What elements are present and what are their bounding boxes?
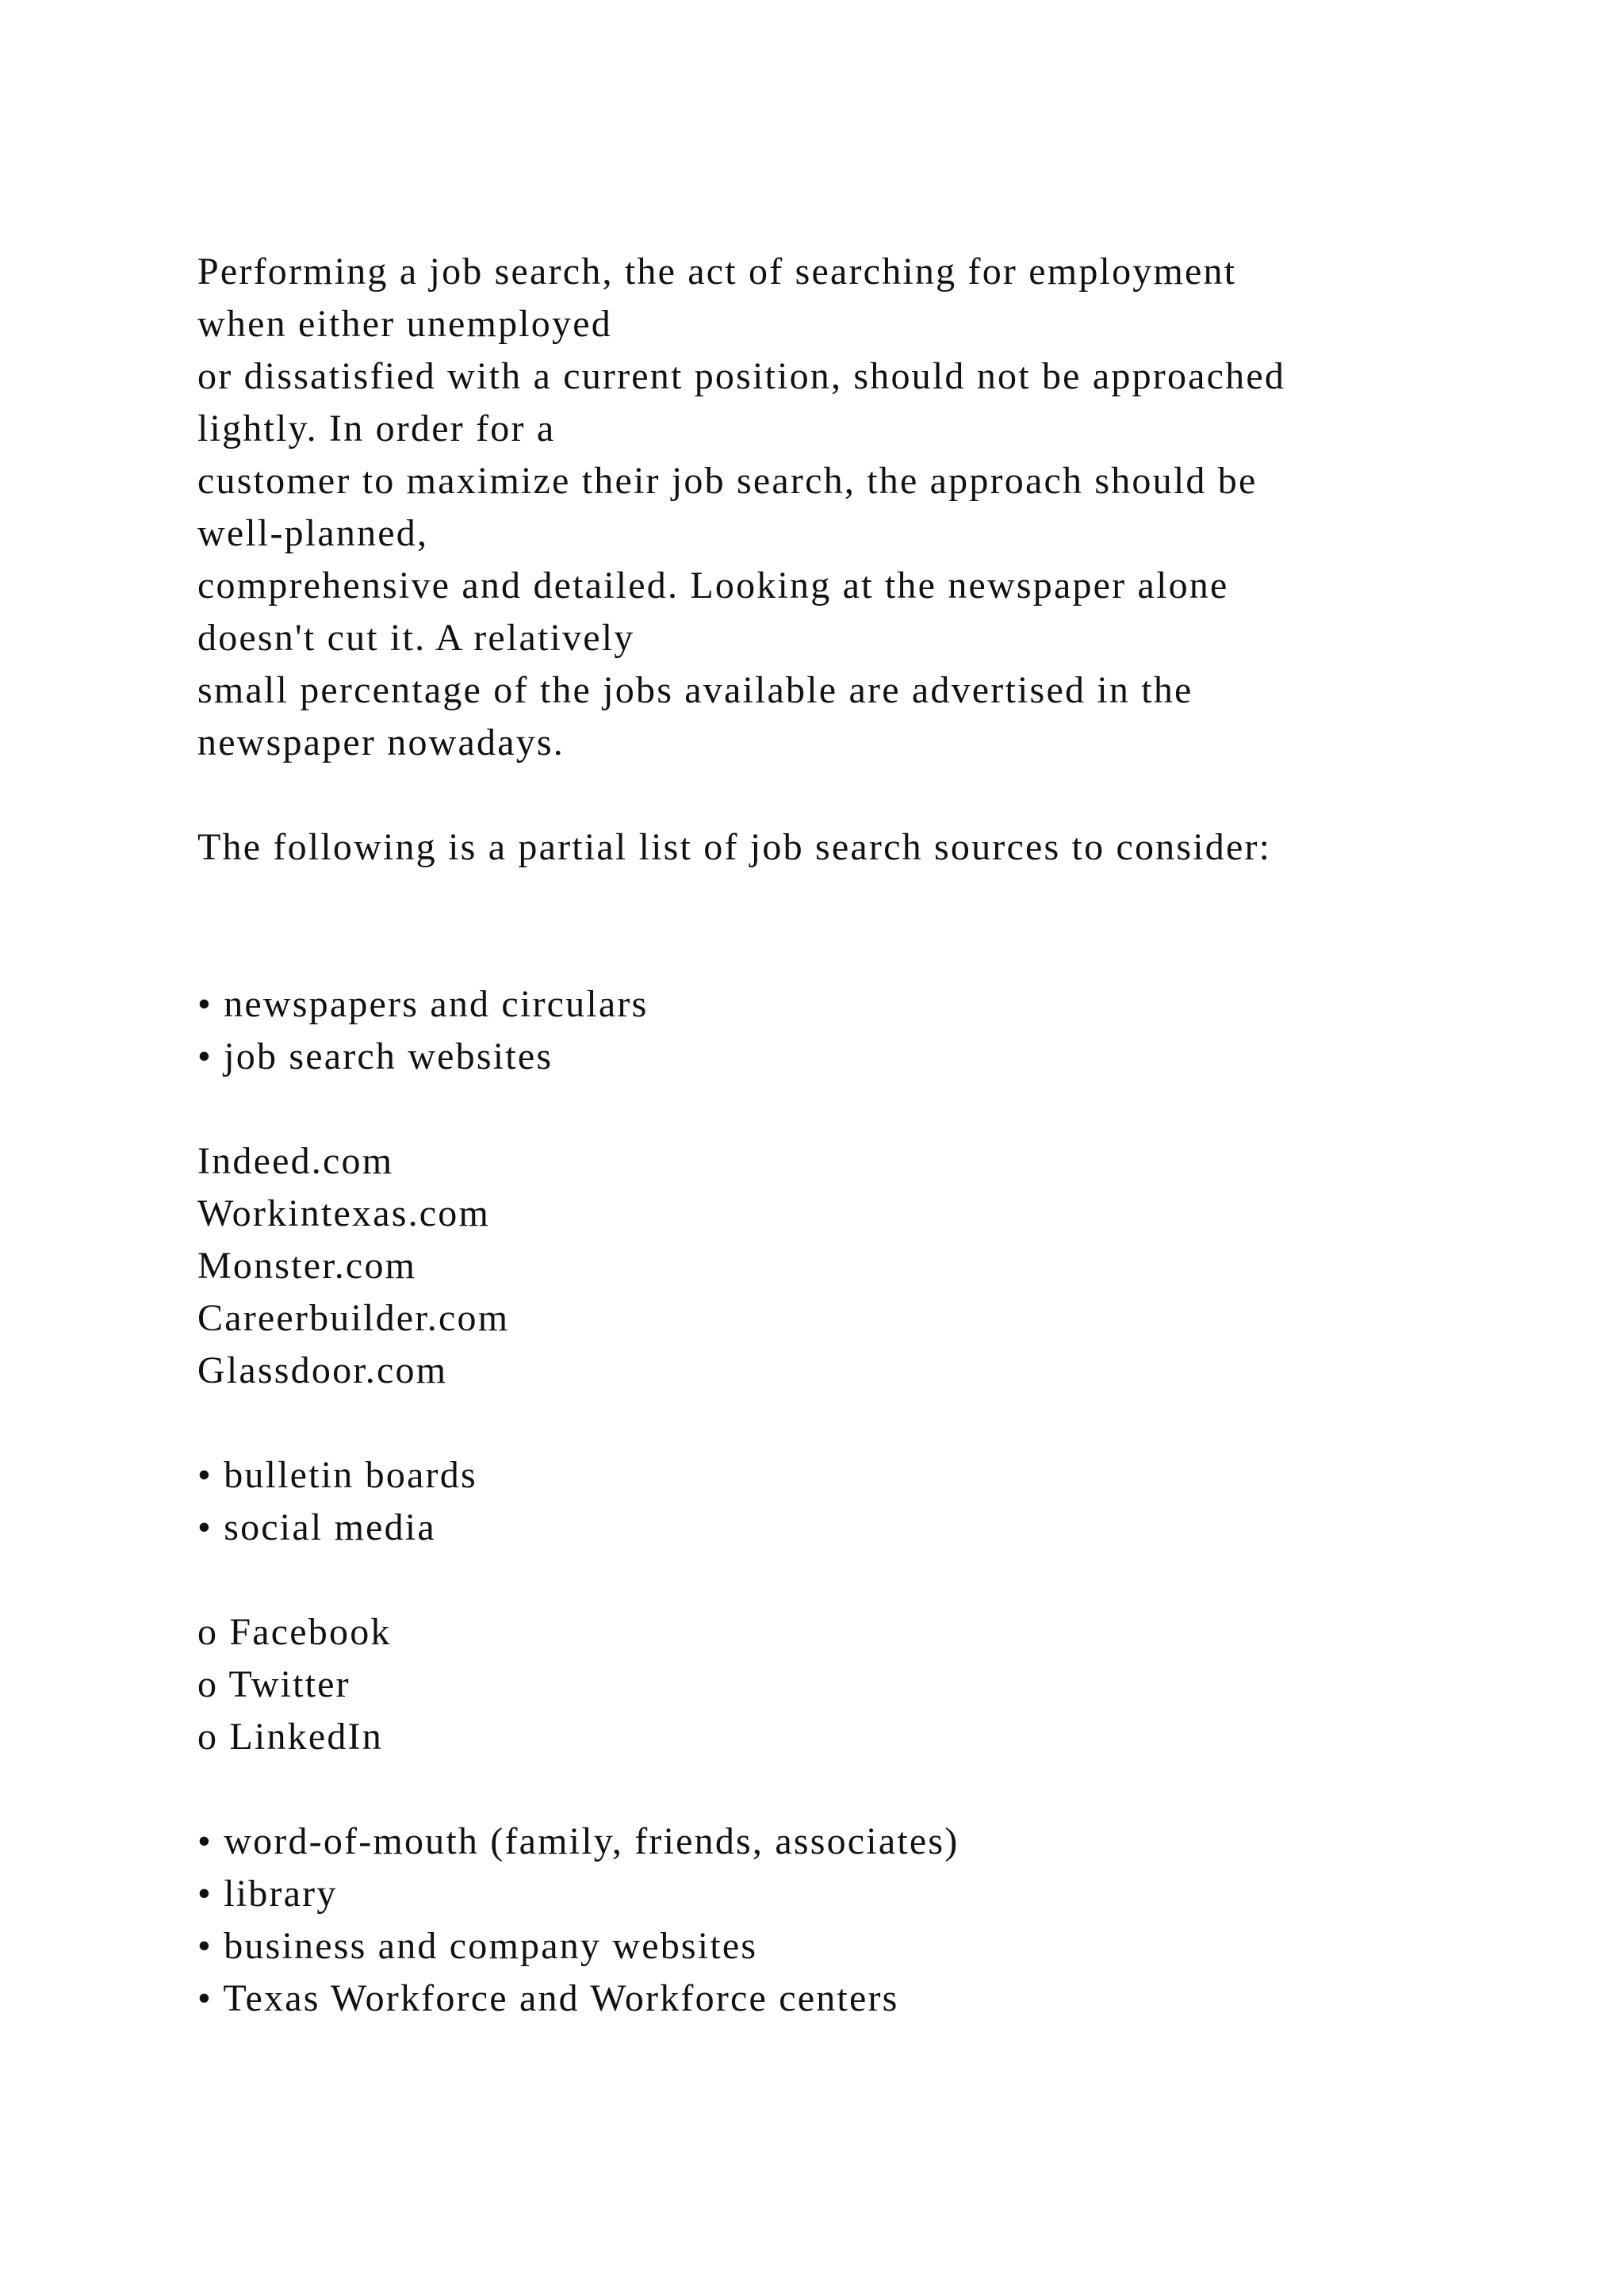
social-item: o Facebook [197, 1611, 392, 1653]
paragraph-line: when either unemployed [197, 303, 612, 345]
paragraph-line: or dissatisfied with a current position, should not be approached [197, 355, 1286, 397]
bullet-item: • business and company websites [197, 1925, 758, 1967]
website-item: Careerbuilder.com [197, 1297, 510, 1339]
paragraph-line: newspaper nowadays. [197, 721, 565, 763]
paragraph-line: comprehensive and detailed. Looking at the newspaper alone [197, 564, 1229, 607]
paragraph-line: customer to maximize their job search, the approach should be [197, 460, 1258, 502]
website-item: Monster.com [197, 1245, 417, 1287]
website-item: Workintexas.com [197, 1192, 491, 1234]
social-item: o LinkedIn [197, 1716, 383, 1758]
bullet-item: • Texas Workforce and Workforce centers [197, 1977, 899, 2019]
paragraph-line: doesn't cut it. A relatively [197, 617, 635, 659]
bullet-item: • social media [197, 1506, 436, 1548]
website-item: Indeed.com [197, 1140, 394, 1182]
paragraph-line: well-planned, [197, 512, 429, 554]
list-intro: The following is a partial list of job search sources to consider: [197, 826, 1272, 868]
paragraph-line: lightly. In order for a [197, 408, 556, 450]
social-item: o Twitter [197, 1663, 350, 1705]
website-item: Glassdoor.com [197, 1349, 448, 1391]
bullet-item: • library [197, 1873, 338, 1915]
bullet-item: • job search websites [197, 1035, 553, 1077]
paragraph-line: small percentage of the jobs available are advertised in the [197, 669, 1193, 711]
bullet-item: • newspapers and circulars [197, 983, 649, 1025]
paragraph-line: Performing a job search, the act of searching for employment [197, 251, 1237, 293]
bullet-item: • bulletin boards [197, 1454, 477, 1496]
bullet-item: • word-of-mouth (family, friends, associates) [197, 1820, 959, 1862]
